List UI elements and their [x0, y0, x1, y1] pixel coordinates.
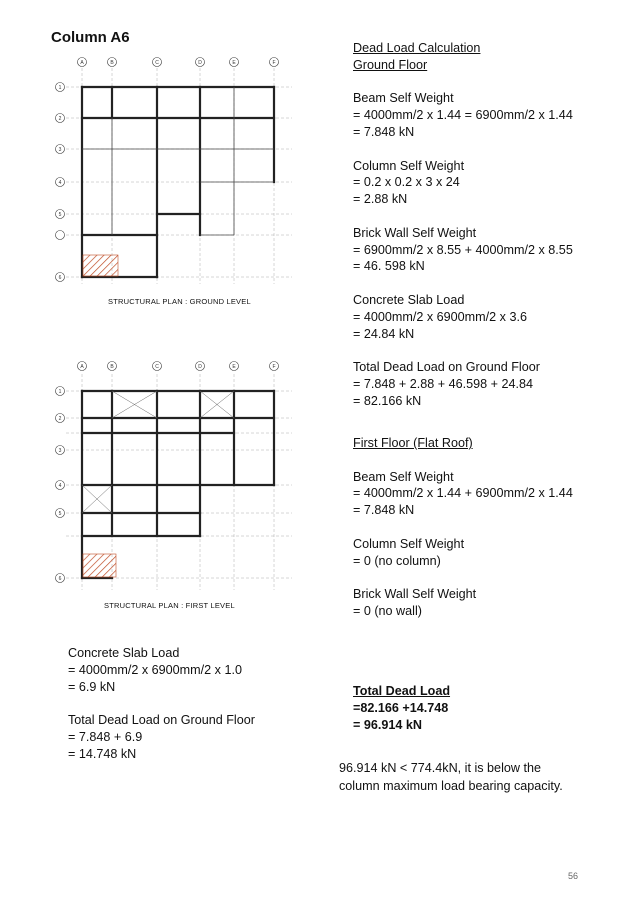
- ground-total-title: Total Dead Load on Ground Floor: [353, 360, 540, 375]
- ground-total-formula: = 7.848 + 2.88 + 46.598 + 24.84: [353, 376, 533, 391]
- first-plan-drawing: [52, 358, 312, 598]
- first-floor-heading: First Floor (Flat Roof): [353, 436, 473, 450]
- grand-total: [353, 683, 450, 733]
- first-floor-calculation: [353, 435, 573, 620]
- grid-label-d: D: [198, 364, 202, 370]
- beam-weight-result: = 7.848 kN: [353, 124, 415, 139]
- beam-weight-result: = 7.848 kN: [353, 503, 415, 518]
- grid-label-f: F: [272, 364, 276, 370]
- grid-label-6: 6: [58, 275, 62, 281]
- page-title: Column A6: [51, 29, 130, 46]
- grid-label-2: 2: [58, 416, 62, 422]
- slab-load-result: = 6.9 kN: [68, 679, 116, 694]
- grid-label-f: F: [272, 60, 276, 66]
- wall-weight-formula: = 0 (no wall): [353, 603, 422, 618]
- grid-label-6: 6: [58, 576, 62, 582]
- slab-load-result: = 24.84 kN: [353, 326, 415, 341]
- grand-total-result: = 96.914 kN: [353, 717, 422, 732]
- grid-label-1: 1: [58, 85, 62, 91]
- grid-label-d: D: [198, 60, 202, 66]
- wall-weight-formula: = 6900mm/2 x 8.55 + 4000mm/2 x 8.55: [353, 242, 573, 257]
- wall-weight-title: Brick Wall Self Weight: [353, 225, 477, 240]
- grid-label-a: A: [80, 60, 84, 66]
- grid-label-c: C: [155, 364, 159, 370]
- ground-plan-caption: STRUCTURAL PLAN : GROUND LEVEL: [108, 297, 251, 306]
- grid-label-e: E: [232, 364, 236, 370]
- grid-label-a: A: [80, 364, 84, 370]
- grid-label-e: E: [232, 60, 236, 66]
- conclusion: [339, 760, 563, 795]
- ground-structural-plan: [52, 52, 312, 306]
- beam-weight-formula: = 4000mm/2 x 1.44 + 6900mm/2 x 1.44: [353, 486, 573, 501]
- ground-floor-heading: Ground Floor: [353, 57, 428, 72]
- ground-floor-calculation: [353, 40, 573, 410]
- grid-label-3: 3: [58, 147, 62, 153]
- grid-label-4: 4: [58, 483, 62, 489]
- slab-load-formula: = 4000mm/2 x 6900mm/2 x 1.0: [68, 662, 242, 677]
- grid-label-3: 3: [58, 448, 62, 454]
- column-weight-formula: = 0 (no column): [353, 553, 441, 568]
- section-heading: Dead Load Calculation: [353, 41, 481, 55]
- first-total-formula: = 7.848 + 6.9: [68, 729, 143, 744]
- ground-plan-drawing: [52, 52, 312, 292]
- column-weight-title: Column Self Weight: [353, 158, 465, 173]
- ground-total-result: = 82.166 kN: [353, 393, 422, 408]
- column-weight-formula: = 0.2 x 0.2 x 3 x 24: [353, 175, 460, 190]
- grid-label-5: 5: [58, 511, 62, 517]
- first-structural-plan: [52, 358, 312, 610]
- conclusion-line-1: 96.914 kN < 774.4kN, it is below the: [339, 761, 541, 775]
- grid-label-1: 1: [58, 389, 62, 395]
- grid-label-2: 2: [58, 116, 62, 122]
- slab-load-formula: = 4000mm/2 x 6900mm/2 x 3.6: [353, 309, 527, 324]
- column-weight-title: Column Self Weight: [353, 536, 465, 551]
- grid-label-c: C: [155, 60, 159, 66]
- grid-label-5: 5: [58, 212, 62, 218]
- beam-weight-title: Beam Self Weight: [353, 469, 454, 484]
- grand-total-title: Total Dead Load: [353, 684, 451, 698]
- grid-label-4: 4: [58, 180, 62, 186]
- column-weight-result: = 2.88 kN: [353, 192, 408, 207]
- grid-label-b: B: [110, 60, 114, 66]
- conclusion-line-2: column maximum load bearing capacity.: [339, 778, 563, 793]
- first-plan-caption: STRUCTURAL PLAN : FIRST LEVEL: [104, 601, 235, 610]
- wall-weight-title: Brick Wall Self Weight: [353, 587, 477, 602]
- first-total-title: Total Dead Load on Ground Floor: [68, 713, 255, 728]
- first-total-result: = 14.748 kN: [68, 746, 137, 761]
- beam-weight-title: Beam Self Weight: [353, 91, 454, 106]
- grid-label-b: B: [110, 364, 114, 370]
- page-number: 56: [568, 871, 579, 881]
- wall-weight-result: = 46. 598 kN: [353, 259, 425, 274]
- grand-total-formula: =82.166 +14.748: [353, 700, 449, 715]
- beam-weight-formula: = 4000mm/2 x 1.44 = 6900mm/2 x 1.44: [353, 108, 573, 123]
- slab-load-title: Concrete Slab Load: [68, 646, 180, 660]
- first-floor-continued: [68, 645, 255, 763]
- slab-load-title: Concrete Slab Load: [353, 292, 465, 307]
